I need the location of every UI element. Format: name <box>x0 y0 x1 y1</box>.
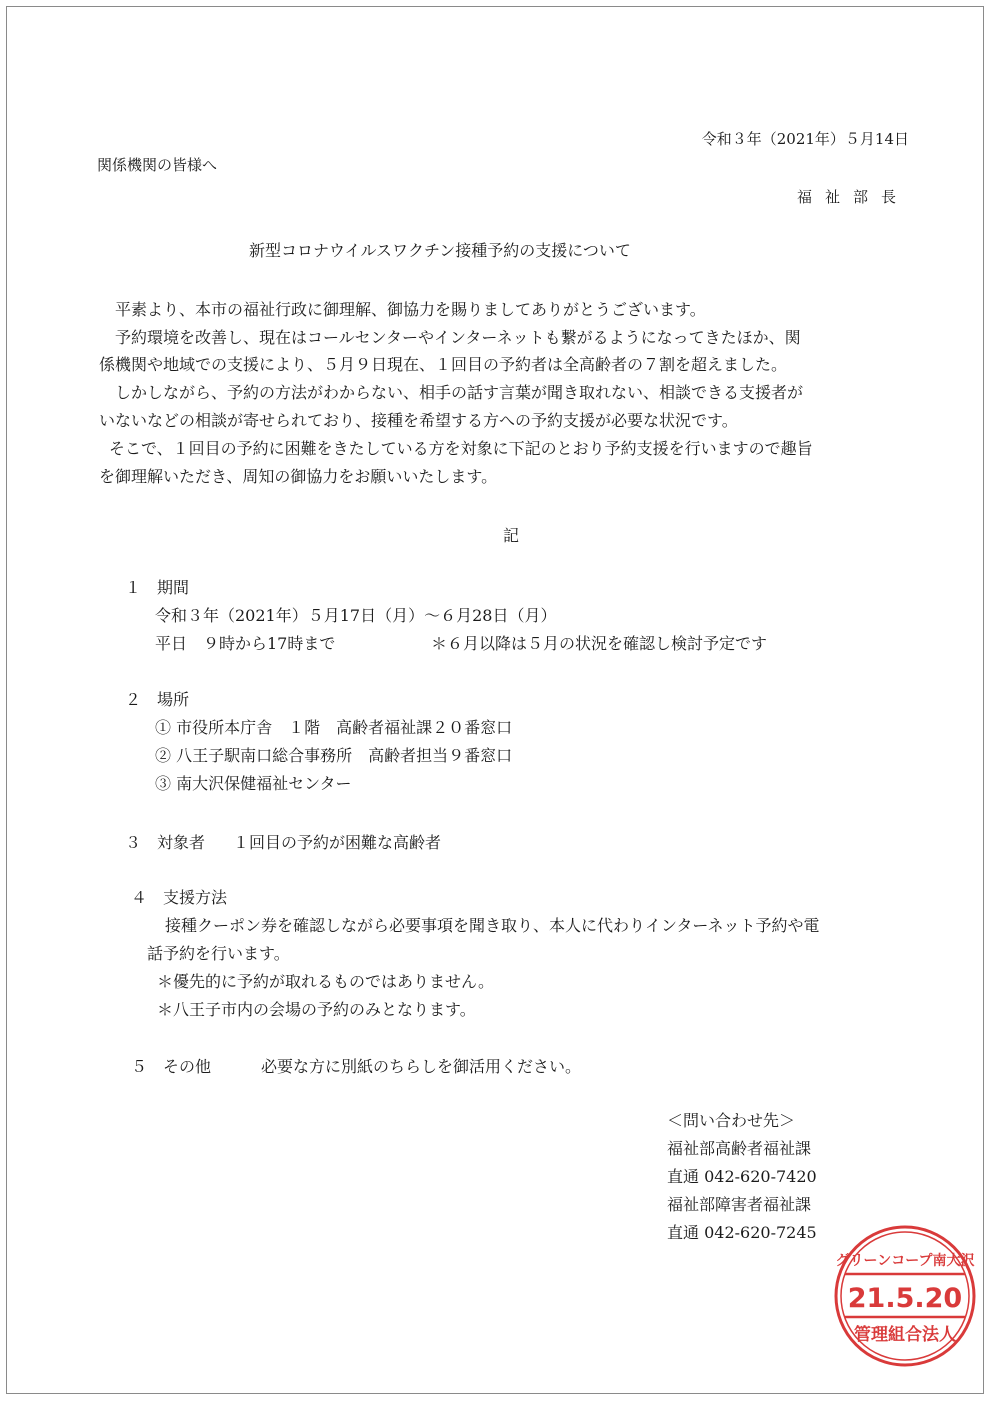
section-1-note: ＊６月以降は５月の状況を確認し検討予定です <box>431 634 768 653</box>
body-paragraph-2-line-2: 係機関や地域での支援により、５月９日現在、１回目の予約者は全高齢者の７割を超えました。 <box>99 355 788 374</box>
body-paragraph-3-line-1: しかしながら、予約の方法がわからない、相手の話す言葉が聞き取れない、相談できる支援者が <box>99 383 804 402</box>
document-date: 令和３年（2021年）５月14日 <box>701 130 909 148</box>
section-4-line-2: 話予約を行います。 <box>147 944 290 963</box>
location-item-1: ① 市役所本庁舎 １階 高齢者福祉課２０番窓口 <box>155 718 513 737</box>
section-4-note-2: ＊八王子市内の会場の予約のみとなります。 <box>157 1000 476 1019</box>
contact-tel-1: 直通 042-620-7420 <box>667 1167 817 1186</box>
section-1-hours: 平日 ９時から17時まで <box>155 634 336 653</box>
sender: 福祉部長 <box>796 188 909 206</box>
document-title: 新型コロナウイルスワクチン接種予約の支援について <box>249 241 631 260</box>
section-4-note-1: ＊優先的に予約が取れるものではありません。 <box>157 972 494 991</box>
section-1-period: 令和３年（2021年）５月17日（月）～６月28日（月） <box>155 606 557 625</box>
section-2-heading: ２ 場所 <box>125 690 190 709</box>
section-3-heading: ３ 対象者 <box>125 833 206 852</box>
contact-heading: ＜問い合わせ先＞ <box>667 1111 796 1130</box>
stamp-top-text: グリーンコープ南大沢 <box>835 1253 975 1269</box>
addressee: 関係機関の皆様へ <box>97 156 218 174</box>
body-paragraph-3-line-2: いないなどの相談が寄せられており、接種を希望する方への予約支援が必要な状況です。 <box>99 411 738 430</box>
section-4-heading: ４ 支援方法 <box>131 888 228 907</box>
location-item-3: ③ 南大沢保健福祉センター <box>155 774 352 793</box>
section-5-text: 必要な方に別紙のちらしを御活用ください。 <box>261 1057 582 1076</box>
contact-dept-2: 福祉部障害者福祉課 <box>667 1195 812 1214</box>
location-item-2: ② 八王子駅南口総合事務所 高齢者担当９番窓口 <box>155 746 513 765</box>
section-1-heading: １ 期間 <box>125 578 190 597</box>
stamp-date: 21.5.20 <box>847 1283 963 1314</box>
document-page <box>6 6 984 1394</box>
contact-dept-1: 福祉部高齢者福祉課 <box>667 1139 812 1158</box>
body-paragraph-2-line-1: 予約環境を改善し、現在はコールセンターやインターネットも繋がるようになってきたほか、関 <box>99 328 801 347</box>
ki-heading: 記 <box>503 526 520 545</box>
section-4-line-1: 接種クーポン券を確認しながら必要事項を聞き取り、本人に代わりインターネット予約や電 <box>165 916 820 935</box>
body-paragraph-4-line-1: そこで、１回目の予約に困難をきたしている方を対象に下記のとおり予約支援を行いますので趣旨 <box>109 439 813 458</box>
section-5-heading: ５ その他 <box>131 1057 212 1076</box>
section-3-text: １回目の予約が困難な高齢者 <box>233 833 442 852</box>
contact-tel-2: 直通 042-620-7245 <box>667 1223 817 1242</box>
body-paragraph-4-line-2: を御理解いただき、周知の御協力をお願いいたします。 <box>99 467 498 486</box>
stamp-bottom-text: 管理組合法人 <box>854 1325 956 1345</box>
date-stamp <box>833 1224 977 1368</box>
body-paragraph-1: 平素より、本市の福祉行政に御理解、御協力を賜りましてありがとうございます。 <box>99 300 706 319</box>
